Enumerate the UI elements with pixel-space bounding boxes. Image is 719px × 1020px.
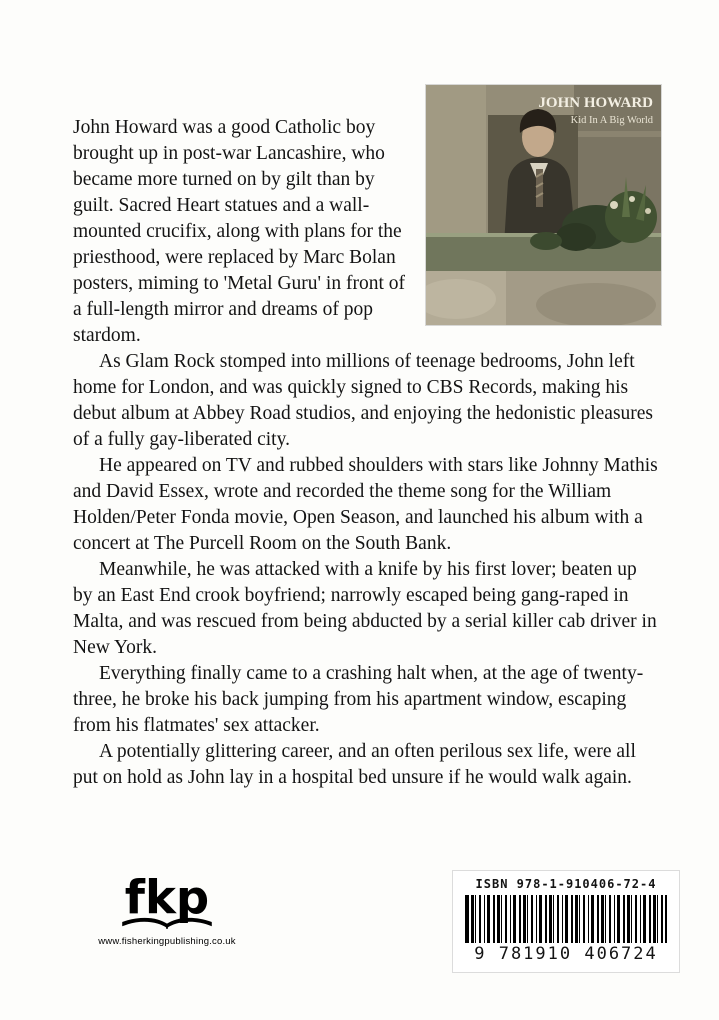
blurb-text-block [73, 95, 661, 791]
publisher-url: www.fisherkingpublishing.co.uk [98, 936, 236, 947]
isbn-label: ISBN 978-1-910406-72-4 [475, 877, 657, 891]
album-artist-label: JOHN HOWARD [538, 95, 653, 111]
barcode-block [452, 870, 680, 973]
body-paragraph: A potentially glittering career, and an often perilous sex life, were all put on hold as John lay in a hospital bed unsure if he would walk again. [73, 741, 636, 788]
album-title-label: Kid In A Big World [570, 115, 653, 126]
publisher-logo-letters: fkp [124, 872, 210, 925]
publisher-block [92, 872, 242, 947]
album-cover-art [426, 85, 661, 325]
body-paragraph: Meanwhile, he was attacked with a knife by his first lover; beaten up by an East End crook boyfriend; narrowly escaped being gang-raped in Malta, and was rescued from being abducted by a serial killer cab driver in New York. [73, 559, 657, 658]
body-paragraph: He appeared on TV and rubbed shoulders with stars like Johnny Mathis and David Essex, wrote and recorded the theme song for the William Holden/Peter Fonda movie, Open Season, and launched his album with a concert at The Purcell Room on the South Bank. [73, 455, 658, 554]
barcode-digits: 9 781910 406724 [474, 944, 658, 964]
barcode-bars [465, 895, 667, 943]
body-paragraph: John Howard was a good Catholic boy brought up in post-war Lancashire, who became more turned on by gilt than by guilt. Sacred Heart statues and a wall-mounted crucifix, along with plans for the priesthood, were replaced by Marc Bolan posters, miming to 'Metal Guru' in front of a full-length mirror and dreams of pop stardom. [73, 117, 405, 346]
body-paragraph: Everything finally came to a crashing halt when, at the age of twenty-three, he broke his back jumping from his apartment window, escaping from his flatmates' sex attacker. [73, 663, 644, 736]
album-cover-image [426, 85, 661, 325]
publisher-logo-icon [97, 872, 237, 934]
body-paragraph: As Glam Rock stomped into millions of teenage bedrooms, John left home for London, and was quickly signed to CBS Records, making his debut album at Abbey Road studios, and enjoying the hedonistic pleasures of a fully gay-liberated city. [73, 351, 654, 450]
